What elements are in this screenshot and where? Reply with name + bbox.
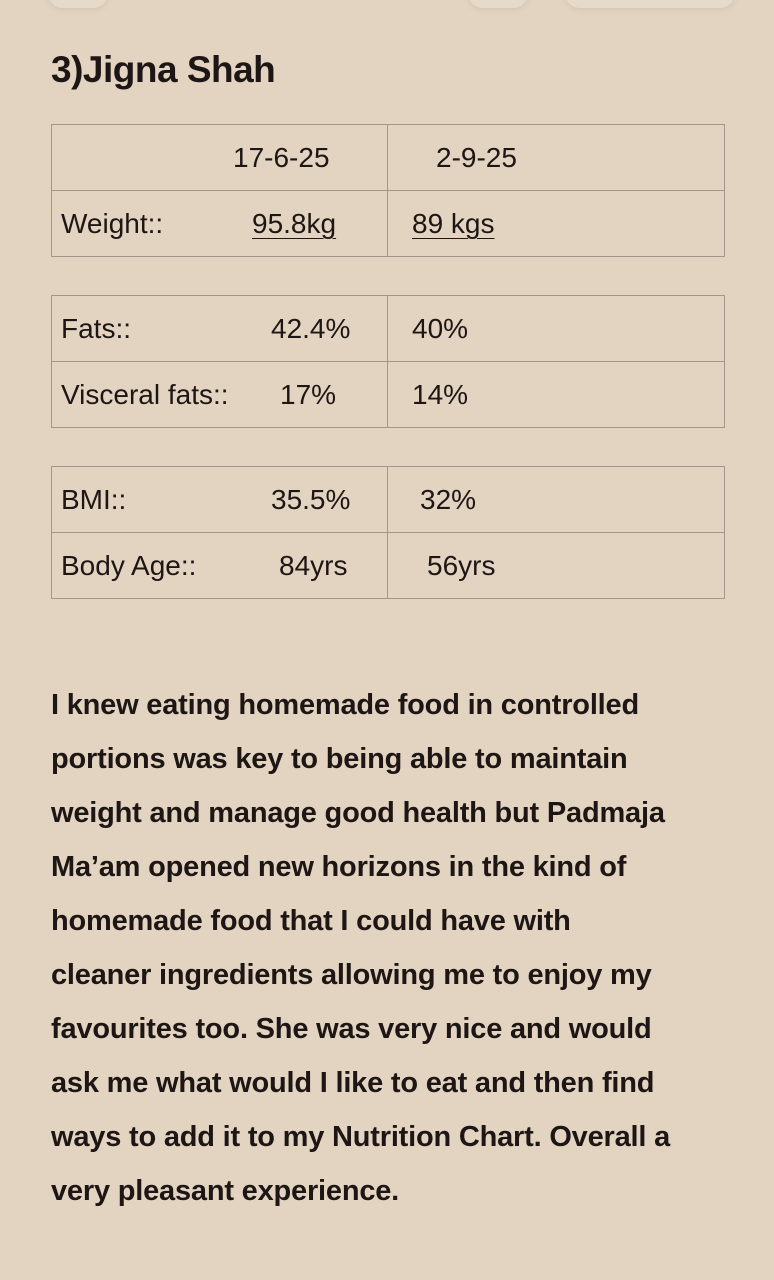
visceral-after: 14% (412, 378, 469, 410)
table-cell (388, 191, 725, 257)
date-after: 2-9-25 (436, 141, 517, 173)
top-control-right (565, 0, 735, 8)
testimonial-text: I knew eating homemade food in controlled portions was key to being able to maintain weight and manage good health but Padmaja Ma’am opened new horizons in the kind of homemade food that I could have with cleaner ingredients allowing me to enjoy my favourites too. She was very nice and would ask me what would I like to eat and then find ways to add it to my Nutrition Chart. Overall a very pleasant experience. (51, 689, 671, 1207)
table-row-weight (52, 191, 725, 257)
bmi-after: 32% (420, 483, 477, 515)
table-cell (52, 191, 388, 257)
fat-table (51, 295, 725, 428)
table-row-fats (52, 296, 725, 362)
date-before: 17-6-25 (233, 141, 330, 173)
weight-after: 89 kgs (412, 207, 495, 239)
table-cell (388, 125, 725, 191)
table-cell (388, 467, 725, 533)
bmi-label: BMI:: (61, 483, 127, 515)
weight-before: 95.8kg (252, 207, 337, 239)
table-row-dates (52, 125, 725, 191)
table-row-bmi (52, 467, 725, 533)
fats-after: 40% (412, 312, 469, 344)
top-control-middle (468, 0, 528, 8)
table-cell (52, 362, 388, 428)
bmi-before: 35.5% (271, 483, 351, 515)
body-age-after: 56yrs (427, 549, 496, 581)
table-cell (52, 296, 388, 362)
weight-label: Weight:: (61, 207, 164, 239)
page-title: 3)Jigna Shah (51, 49, 276, 90)
table-cell (52, 533, 388, 599)
table-row-visceral (52, 362, 725, 428)
table-cell (388, 296, 725, 362)
top-control-left (48, 0, 108, 8)
body-age-before: 84yrs (279, 549, 348, 581)
table-cell (388, 533, 725, 599)
bmi-table (51, 466, 725, 599)
weight-table (51, 124, 725, 257)
table-row-body-age (52, 533, 725, 599)
fats-label: Fats:: (61, 312, 132, 344)
visceral-label: Visceral fats:: (61, 378, 229, 410)
fats-before: 42.4% (271, 312, 351, 344)
table-cell (52, 125, 388, 191)
table-cell (52, 467, 388, 533)
body-age-label: Body Age:: (61, 549, 197, 581)
visceral-before: 17% (280, 378, 337, 410)
table-cell (388, 362, 725, 428)
